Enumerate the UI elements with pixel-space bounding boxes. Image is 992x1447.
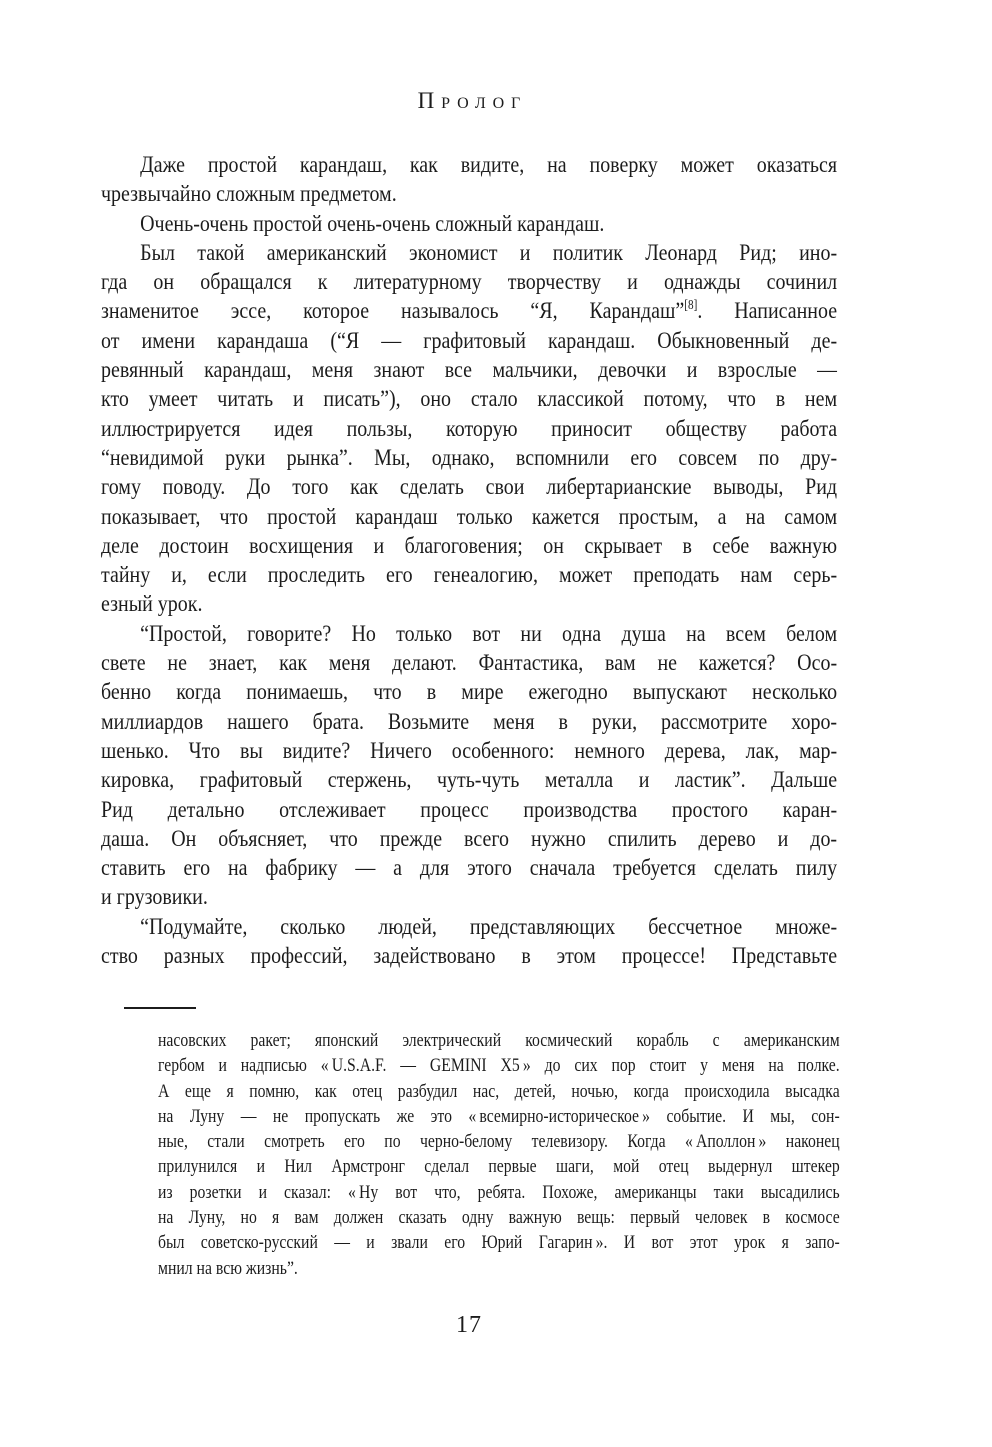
page-number: 17 bbox=[456, 1312, 482, 1338]
text-line: даша. Он объясняет, что прежде всего нужно спилить дерево и до- bbox=[101, 825, 838, 852]
text-line: из розетки и сказал: « Ну вот что, ребята. Похоже, американцы таки высадились bbox=[158, 1182, 840, 1203]
text-line: бенно когда понимаешь, что в мире ежегодно выпускают несколько bbox=[101, 679, 838, 706]
running-header: Пролог bbox=[417, 88, 528, 113]
main-text bbox=[101, 151, 837, 971]
text-segment: . Написанное bbox=[697, 298, 838, 325]
text-line: А еще я помню, как отец разбудил нас, детей, ночью, когда происходила высадка bbox=[158, 1081, 840, 1102]
text-line: Очень-очень простой очень-очень сложный карандаш. bbox=[140, 210, 605, 237]
text-line: Даже простой карандаш, как видите, на поверку может оказаться bbox=[140, 152, 838, 178]
text-line: езный урок. bbox=[101, 591, 203, 618]
text-line: “Подумайте, сколько людей, представляющих бессчетное множе- bbox=[140, 913, 838, 940]
paragraph bbox=[101, 620, 837, 913]
text-line: Был такой американский экономист и политик Леонард Рид; ино- bbox=[140, 239, 838, 266]
text-line: прилунился и Нил Армстронг сделал первые шаги, мой отец выдернул штекер bbox=[158, 1157, 840, 1178]
text-line: гда он обращался к литературному творчеству и однажды сочинил bbox=[101, 269, 838, 296]
text-line: на Луну, но я вам должен сказать одну важную вещь: первый человек в космосе bbox=[158, 1208, 840, 1229]
endnote-reference: [8] bbox=[684, 297, 698, 313]
text-line: шенько. Что вы видите? Ничего особенного: немного дерева, лак, мар- bbox=[101, 737, 838, 764]
text-line: показывает, что простой карандаш только кажется простым, а на самом bbox=[101, 503, 838, 530]
text-line: чрезвычайно сложным предметом. bbox=[101, 181, 397, 208]
text-line: мнил на всю жизнь”. bbox=[158, 1258, 298, 1279]
text-line: на Луну — не пропускать же это « всемирно-историческое » событие. И мы, сон- bbox=[158, 1106, 840, 1127]
footnote-divider bbox=[124, 1007, 196, 1009]
text-line: ставить его на фабрику — а для этого сначала требуется сделать пилу bbox=[101, 855, 838, 882]
text-line: ство разных профессий, задействовано в этом процессе! Представьте bbox=[101, 943, 838, 970]
text-segment: знаменитое эссе, которое называлось “Я, Карандаш” bbox=[101, 298, 685, 325]
text-line: миллиардов нашего брата. Возьмите меня в руки, рассмотрите хоро- bbox=[101, 708, 838, 735]
paragraph bbox=[101, 239, 837, 620]
text-line: “Простой, говорите? Но только вот ни одна душа на всем белом bbox=[140, 620, 838, 647]
text-line: ревянный карандаш, меня знают все мальчики, девочки и взрослые — bbox=[101, 357, 838, 384]
text-line: от имени карандаша (“Я — графитовый карандаш. Обыкновенный де- bbox=[101, 327, 838, 354]
text-line: кто умеет читать и писать”), оно стало классикой потому, что в нем bbox=[101, 386, 838, 413]
paragraph bbox=[101, 913, 837, 972]
text-line: насовских ракет; японский электрический космический корабль с американским bbox=[158, 1031, 840, 1051]
paragraph bbox=[101, 210, 837, 239]
text-line: “невидимой руки рынка”. Мы, однако, вспомнили его совсем по дру- bbox=[101, 444, 838, 471]
footnote-text bbox=[158, 1029, 840, 1282]
text-line: был советско-русский — и звали его Юрий Гагарин ». И вот этот урок я запо- bbox=[158, 1233, 840, 1254]
text-line: деле достоин восхищения и благоговения; он скрывает в себе важную bbox=[101, 532, 838, 559]
text-line: тайну и, если проследить его генеалогию, может преподать нам серь- bbox=[101, 562, 838, 589]
text-line: гербом и надписью « U.S.A.F. — GEMINI X5 » до сих пор стоит у меня на полке. bbox=[158, 1056, 840, 1077]
text-line: ные, стали смотреть его по черно-белому телевизору. Когда « Аполлон » наконец bbox=[158, 1132, 840, 1153]
paragraph bbox=[101, 151, 837, 210]
text-line bbox=[101, 297, 837, 326]
text-line: иллюстрируется идея пользы, которую приносит обществу работа bbox=[101, 415, 838, 442]
text-line: свете не знает, как меня делают. Фантастика, вам не кажется? Осо- bbox=[101, 650, 838, 677]
text-line: кировка, графитовый стержень, чуть-чуть металла и ластик”. Дальше bbox=[101, 767, 838, 794]
text-line: и грузовики. bbox=[101, 884, 208, 911]
text-line: гому поводу. До того как сделать свои либертарианские выводы, Рид bbox=[101, 474, 838, 501]
text-line: Рид детально отслеживает процесс производства простого каран- bbox=[101, 796, 838, 823]
